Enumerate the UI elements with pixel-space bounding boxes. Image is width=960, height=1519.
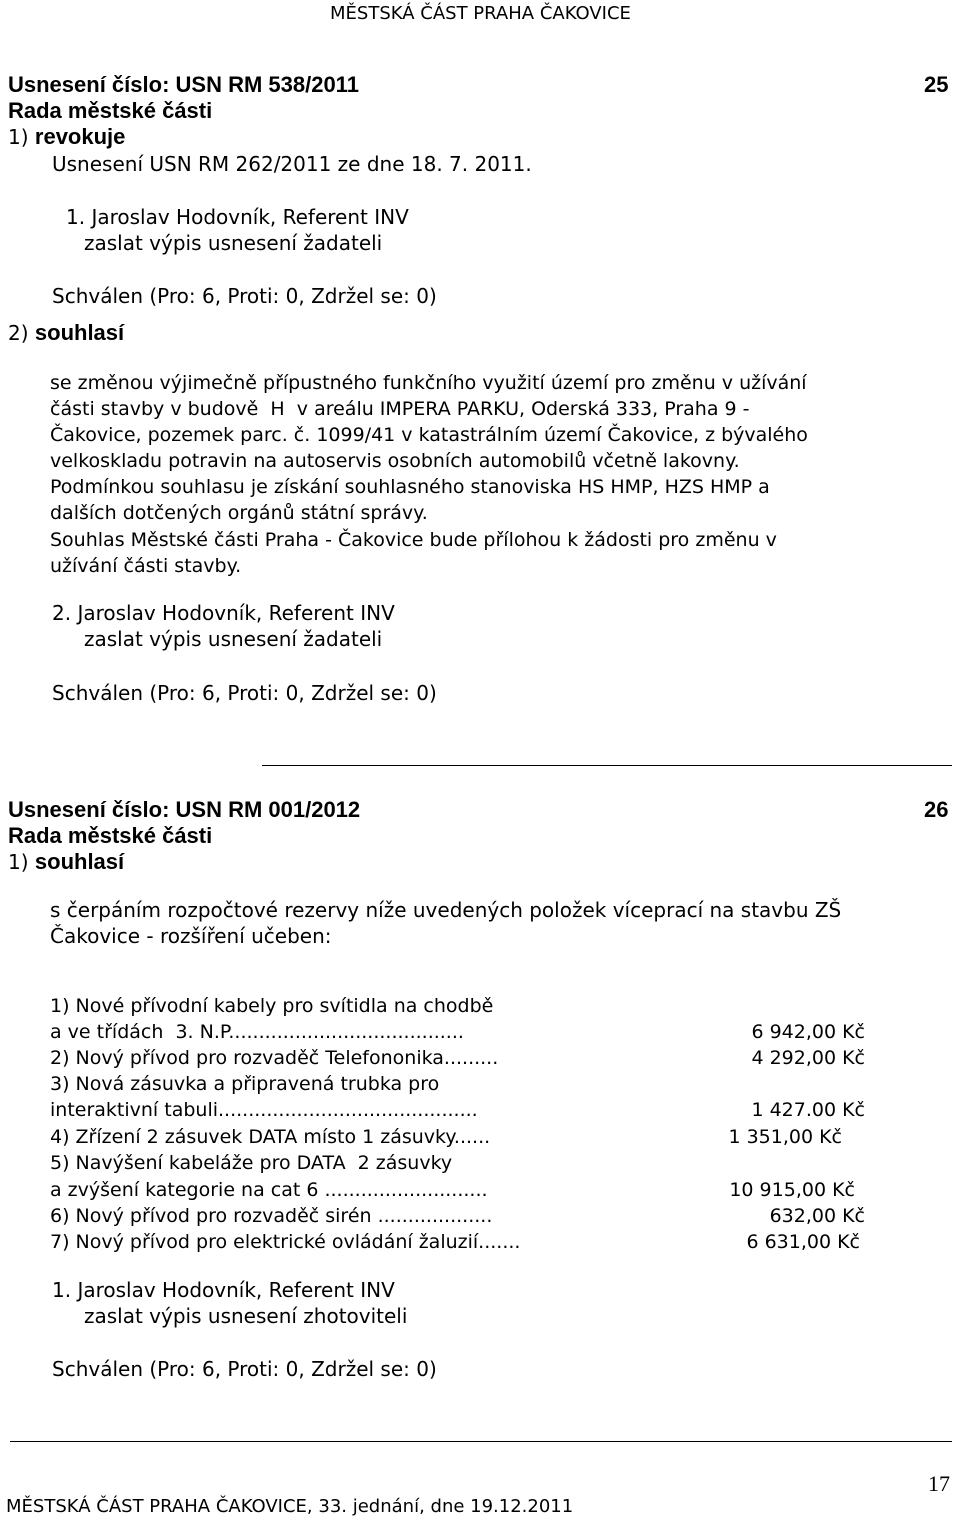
cost-item-amount: 4 292,00 Kč: [751, 1047, 865, 1069]
task-description: zaslat výpis usnesení žadateli: [84, 627, 383, 651]
cost-item-amount: 632,00 Kč: [769, 1205, 865, 1227]
point-verb: revokuje: [34, 124, 126, 149]
item-number: 25: [924, 72, 949, 97]
vote-result: Schválen (Pro: 6, Proti: 0, Zdržel se: 0): [52, 1357, 437, 1381]
task-assignee: 1. Jaroslav Hodovník, Referent INV: [52, 1278, 395, 1302]
paragraph-line: části stavby v budově H v areálu IMPERA PARKU, Oderská 333, Praha 9 -: [50, 398, 750, 420]
vote-result: Schválen (Pro: 6, Proti: 0, Zdržel se: 0): [52, 681, 437, 705]
cost-item-amount: 10 915,00 Kč: [729, 1179, 855, 1201]
vote-result: Schválen (Pro: 6, Proti: 0, Zdržel se: 0): [52, 284, 437, 308]
paragraph-line: s čerpáním rozpočtové rezervy níže uvedených položek víceprací na stavbu ZŠ: [50, 898, 842, 922]
paragraph-line: Souhlas Městské části Praha - Čakovice bude přílohou k žádosti pro změnu v: [50, 529, 777, 551]
cost-item-label: a zvýšení kategorie na cat 6 ...........................: [50, 1179, 488, 1201]
cost-item-amount: 1 351,00 Kč: [728, 1126, 842, 1148]
task-assignee: 1. Jaroslav Hodovník, Referent INV: [66, 205, 409, 229]
cost-item-label: 5) Navýšení kabeláže pro DATA 2 zásuvky: [50, 1152, 453, 1174]
paragraph-line: se změnou výjimečně přípustného funkčního využití území pro změnu v užívání: [50, 372, 807, 394]
footer-divider: [10, 1441, 952, 1442]
cost-item-label: interaktivní tabuli...........................................: [50, 1099, 478, 1121]
point-prefix: 1): [8, 850, 35, 874]
cost-item-label: a ve třídách 3. N.P.......................................: [50, 1021, 464, 1043]
running-header: MĚSTSKÁ ČÁST PRAHA ČAKOVICE: [330, 3, 631, 24]
cost-item-amount: 6 631,00 Kč: [746, 1231, 860, 1253]
paragraph-line: Čakovice - rozšíření učeben:: [50, 924, 332, 948]
paragraph-line: velkoskladu potravin na autoservis osobních automobilů včetně lakovny.: [50, 450, 740, 472]
council-heading: Rada městské části: [8, 98, 213, 123]
resolution-number: Usnesení číslo: USN RM 538/2011: [8, 72, 359, 97]
point-2: [8, 320, 124, 346]
cost-item-label: 1) Nové přívodní kabely pro svítidla na chodbě: [50, 995, 494, 1017]
cost-item-label: 2) Nový přívod pro rozvaděč Telefononika.........: [50, 1047, 499, 1069]
item-number: 26: [924, 797, 949, 822]
paragraph-line: Čakovice, pozemek parc. č. 1099/41 v katastrálním území Čakovice, z bývalého: [50, 424, 808, 446]
cost-item-amount: 6 942,00 Kč: [751, 1021, 865, 1043]
paragraph-line: užívání části stavby.: [50, 555, 242, 577]
cost-item-label: 3) Nová zásuvka a připravená trubka pro: [50, 1073, 440, 1095]
cost-item-label: 6) Nový přívod pro rozvaděč sirén ...................: [50, 1205, 493, 1227]
point-prefix: 2): [8, 321, 35, 345]
resolution-number: Usnesení číslo: USN RM 001/2012: [8, 797, 361, 822]
task-description: zaslat výpis usnesení žadateli: [84, 231, 383, 255]
cost-item-label: 7) Nový přívod pro elektrické ovládání žaluzií.......: [50, 1231, 521, 1253]
cost-item-label: 4) Zřízení 2 zásuvek DATA místo 1 zásuvky......: [50, 1126, 491, 1148]
section-divider: [262, 765, 952, 766]
task-assignee: 2. Jaroslav Hodovník, Referent INV: [52, 601, 395, 625]
point-verb: souhlasí: [34, 320, 125, 345]
cost-item-amount: 1 427.00 Kč: [751, 1099, 865, 1121]
point-1: [8, 849, 124, 875]
point-prefix: 1): [8, 125, 35, 149]
paragraph-line: Podmínkou souhlasu je získání souhlasného stanoviska HS HMP, HZS HMP a: [50, 476, 770, 498]
page-number: 17: [928, 1471, 950, 1496]
point-verb: souhlasí: [34, 849, 125, 874]
council-heading: Rada městské části: [8, 823, 213, 848]
point-text: Usnesení USN RM 262/2011 ze dne 18. 7. 2011.: [52, 152, 532, 176]
task-description: zaslat výpis usnesení zhotoviteli: [84, 1304, 408, 1328]
footer-text: MĚSTSKÁ ČÁST PRAHA ČAKOVICE, 33. jednání, dne 19.12.2011: [6, 1496, 574, 1517]
paragraph-line: dalších dotčených orgánů státní správy.: [50, 502, 428, 524]
point-1: [8, 124, 125, 150]
